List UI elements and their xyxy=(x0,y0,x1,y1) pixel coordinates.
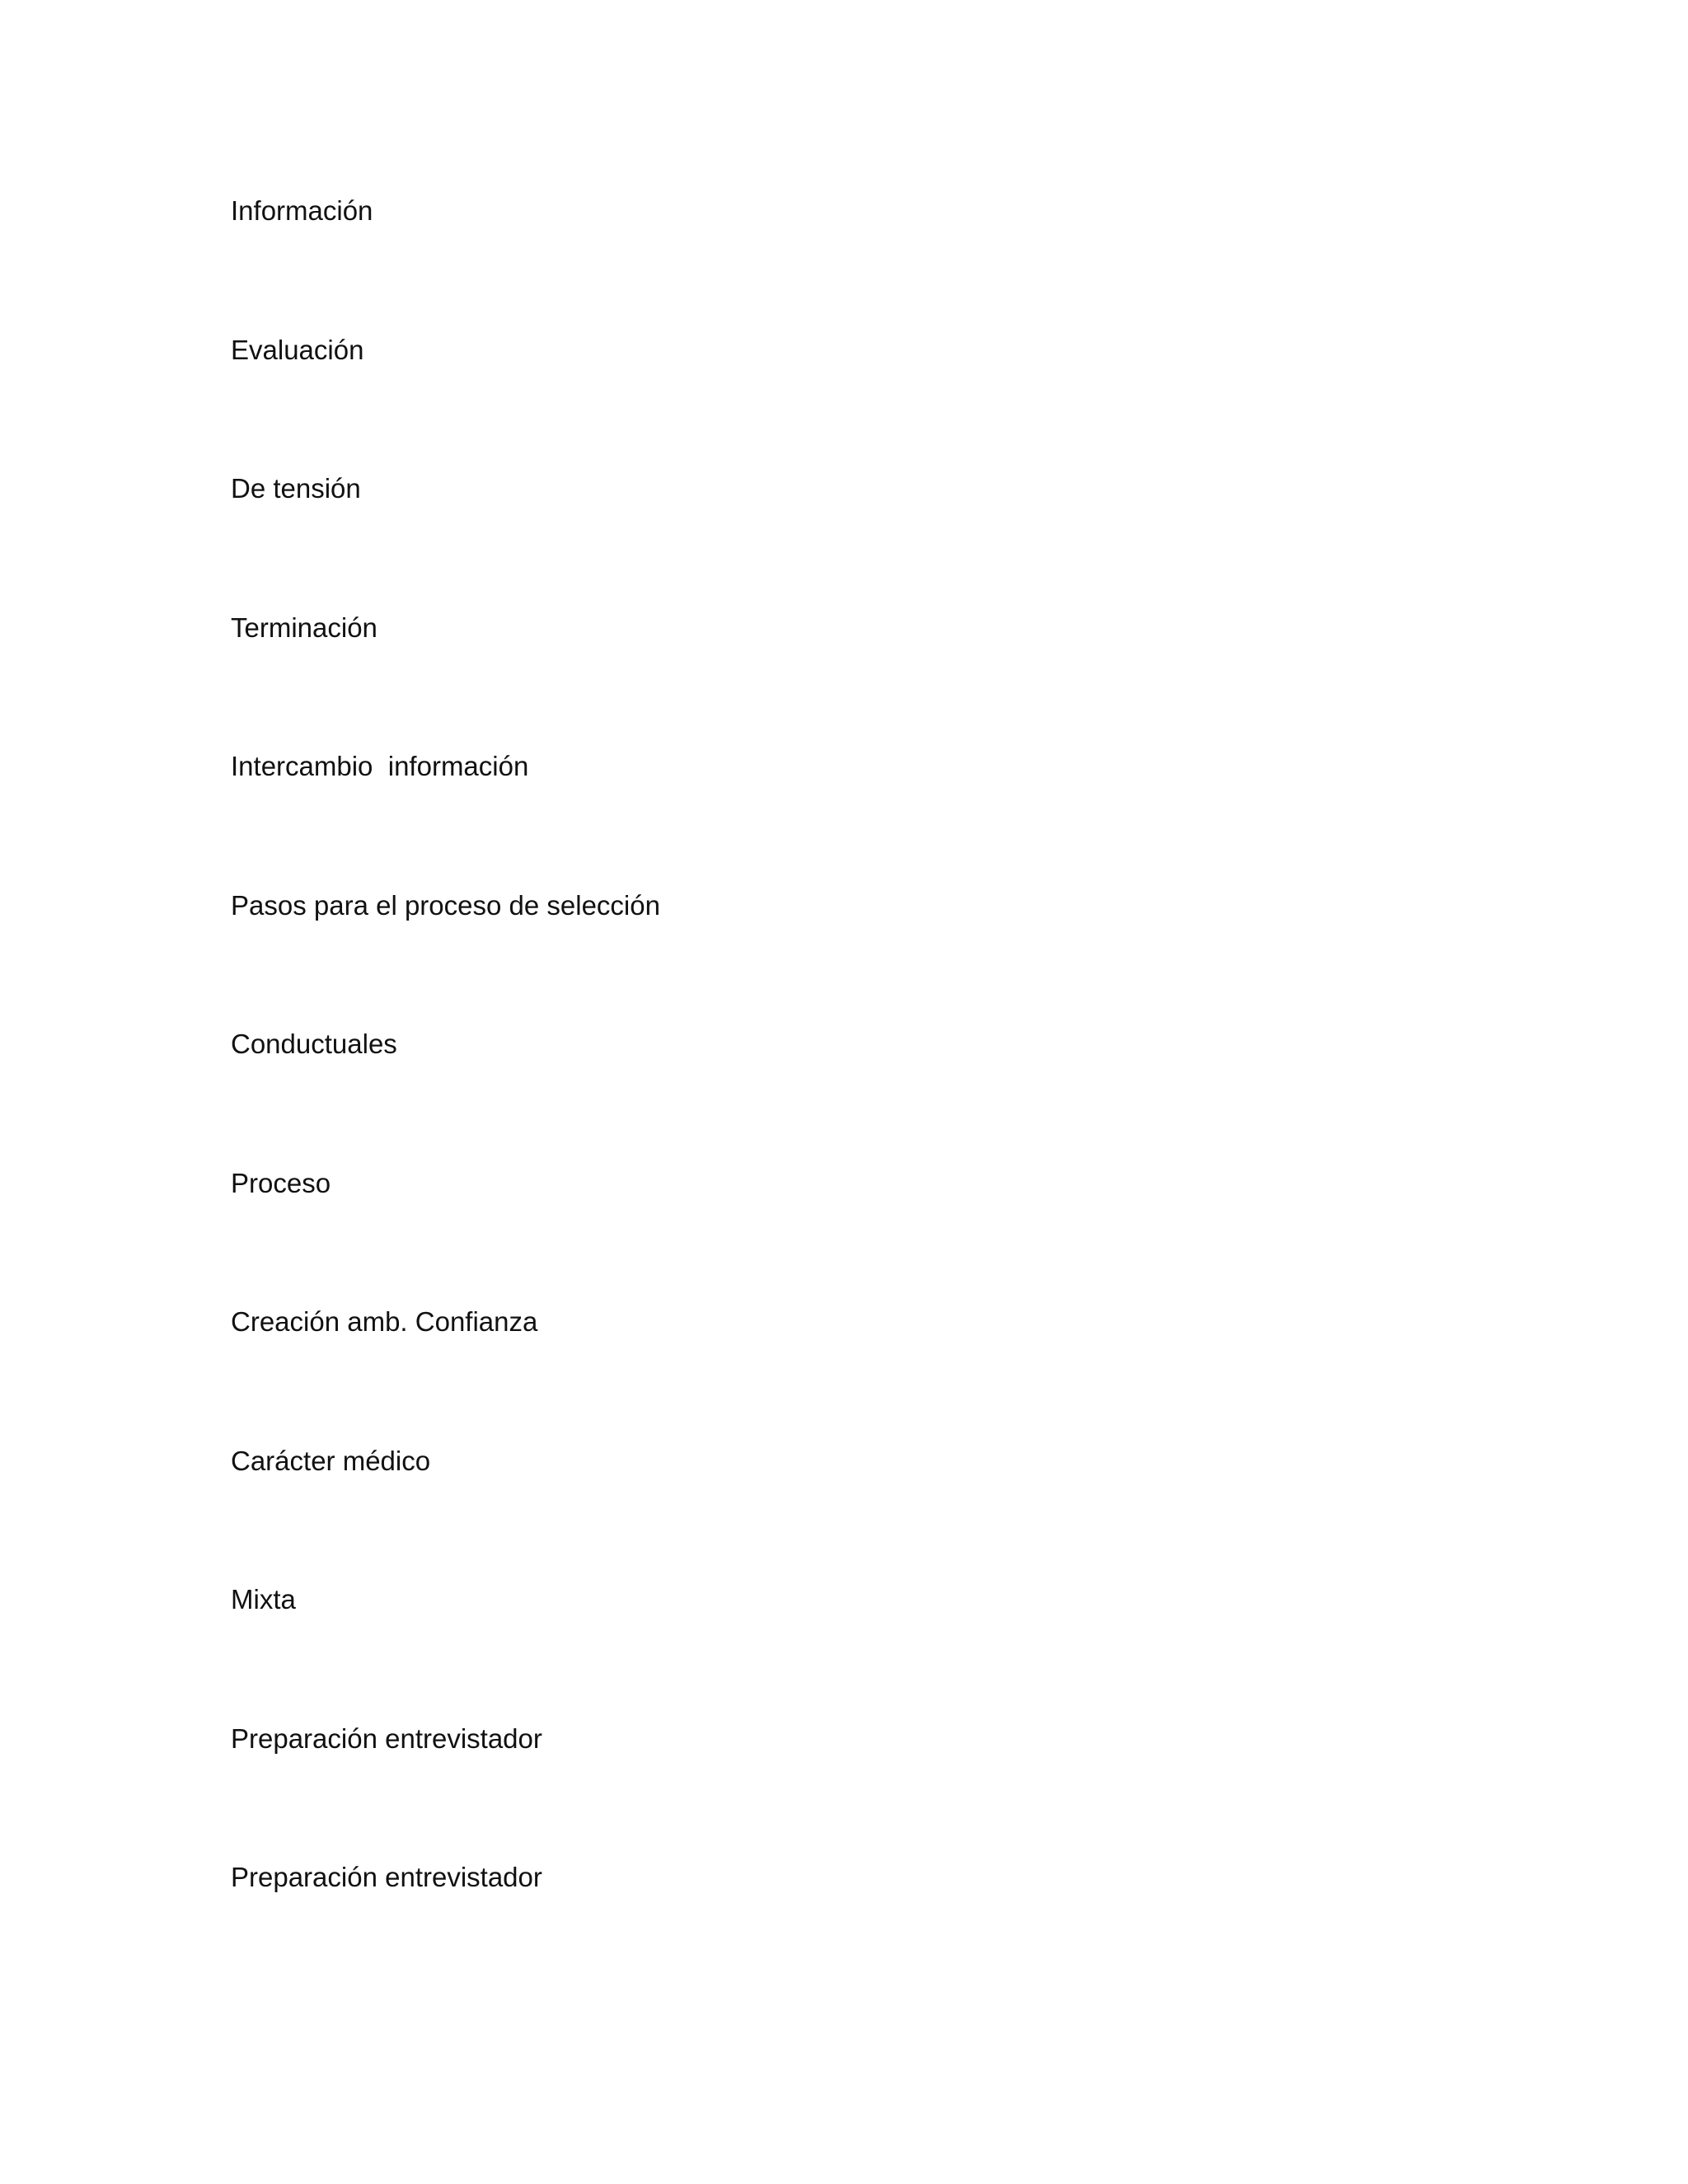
text-line: Evaluación xyxy=(231,334,364,365)
text-line: Pasos para el proceso de selección xyxy=(231,889,660,921)
text-line: Información xyxy=(231,195,373,226)
text-line: Creación amb. Confianza xyxy=(231,1306,538,1337)
text-line: Mixta xyxy=(231,1584,296,1615)
text-line: Conductuales xyxy=(231,1029,397,1059)
text-line: Preparación entrevistador xyxy=(231,1722,542,1754)
text-line: Intercambio información xyxy=(231,751,529,781)
text-line: Preparación entrevistador xyxy=(231,1862,542,1892)
text-line: Carácter médico xyxy=(231,1445,431,1476)
text-line: Terminación xyxy=(231,612,377,643)
text-line: Proceso xyxy=(231,1167,331,1198)
text-line: De tensión xyxy=(231,473,361,504)
text-line-list xyxy=(231,191,660,1997)
